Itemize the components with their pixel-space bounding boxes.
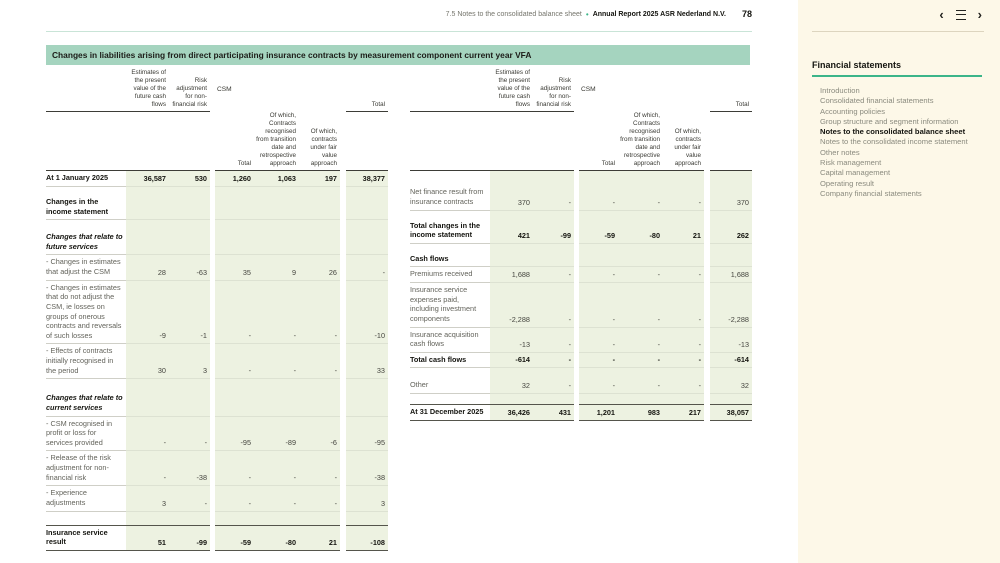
cell-value: 217 <box>663 404 704 421</box>
cell-value: - <box>346 255 388 280</box>
cell-value <box>299 379 340 391</box>
top-header <box>46 9 752 19</box>
cell-value <box>169 220 210 230</box>
cell-value: - <box>533 378 574 394</box>
table-row <box>410 368 752 378</box>
cell-value: - <box>299 344 340 379</box>
cell-value: - <box>663 185 704 210</box>
cell-value <box>533 171 574 185</box>
cell-value <box>299 391 340 416</box>
cell-value <box>490 368 533 378</box>
cell-value <box>346 230 388 255</box>
cell-value: -108 <box>346 525 388 551</box>
cell-value: -99 <box>169 525 210 551</box>
row-label: - Changes in estimates that adjust the CSM <box>46 255 126 280</box>
cell-value: -38 <box>169 451 210 486</box>
cell-value: -2,288 <box>490 283 533 328</box>
cell-value: - <box>663 328 704 353</box>
cell-value <box>710 211 752 219</box>
cell-value: - <box>254 281 299 345</box>
cell-value: - <box>579 283 618 328</box>
cell-value <box>346 220 388 230</box>
cell-value: - <box>579 378 618 394</box>
cell-value <box>126 391 169 416</box>
section-banner <box>46 45 750 65</box>
row-label: Other <box>410 378 490 394</box>
col-header-csm-total: Total <box>215 112 254 171</box>
cell-value <box>663 252 704 268</box>
row-label <box>410 211 490 219</box>
row-label <box>46 379 126 391</box>
cell-value <box>346 391 388 416</box>
cell-value: - <box>254 344 299 379</box>
table-row <box>46 187 388 195</box>
cell-value <box>579 394 618 404</box>
cell-value <box>618 244 663 252</box>
row-label: Total cash flows <box>410 353 490 369</box>
row-label: - Effects of contracts initially recognised in the period <box>46 344 126 379</box>
table-row <box>46 230 388 255</box>
cell-value <box>126 230 169 255</box>
cell-value: - <box>169 486 210 511</box>
row-label <box>410 244 490 252</box>
cell-value <box>254 187 299 195</box>
cell-value <box>710 368 752 378</box>
cell-value <box>663 244 704 252</box>
row-label: Changes that relate to current services <box>46 391 126 416</box>
cell-value: 1,260 <box>215 171 254 187</box>
bullet-dot-icon: • <box>585 9 589 19</box>
cell-value <box>663 394 704 404</box>
cell-value <box>299 512 340 525</box>
cell-value <box>299 230 340 255</box>
cell-value <box>346 379 388 391</box>
cell-value: - <box>663 353 704 369</box>
sidebar-item-other-notes[interactable]: Other notes <box>820 147 860 157</box>
row-label: - Experience adjustments <box>46 486 126 511</box>
row-label: Cash flows <box>410 252 490 268</box>
cell-value: - <box>618 328 663 353</box>
cell-value: 9 <box>254 255 299 280</box>
cell-value: 370 <box>710 185 752 210</box>
cell-value: 370 <box>490 185 533 210</box>
sidebar-divider <box>812 31 984 32</box>
row-label: Changes that relate to future services <box>46 230 126 255</box>
cell-value: 1,688 <box>490 267 533 283</box>
table-row <box>410 404 752 421</box>
cell-value <box>533 368 574 378</box>
cell-value: - <box>533 328 574 353</box>
cell-value: -2,288 <box>710 283 752 328</box>
table-header-tier1 <box>46 68 388 112</box>
col-header-csm-fair-value: Of which, contracts under fair value approach <box>299 112 340 171</box>
table-row <box>46 281 388 345</box>
cell-value <box>169 195 210 220</box>
sidebar-item-accounting-policies[interactable]: Accounting policies <box>820 106 886 116</box>
cell-value <box>579 244 618 252</box>
cell-value: -80 <box>254 525 299 551</box>
cell-value: - <box>215 344 254 379</box>
cell-value <box>579 171 618 185</box>
sidebar-nav-list <box>820 86 992 199</box>
cell-value: -13 <box>490 328 533 353</box>
cell-value <box>126 220 169 230</box>
col-header-total: Total <box>710 68 752 112</box>
cell-value: 36,587 <box>126 171 169 187</box>
sidebar-nav-icons <box>939 8 982 22</box>
right-table <box>410 68 752 421</box>
cell-value <box>710 171 752 185</box>
cell-value: 32 <box>710 378 752 394</box>
table-row <box>46 255 388 280</box>
cell-value <box>618 171 663 185</box>
row-label: Insurance service result <box>46 525 126 551</box>
cell-value: - <box>533 283 574 328</box>
table-row <box>410 394 752 404</box>
cell-value <box>663 211 704 219</box>
table-row <box>46 512 388 525</box>
col-header-risk-adjustment: Risk adjustment for non-financial risk <box>169 68 210 112</box>
cell-value: - <box>618 185 663 210</box>
cell-value <box>254 195 299 220</box>
cell-value: - <box>254 486 299 511</box>
cell-value <box>126 195 169 220</box>
cell-value: 28 <box>126 255 169 280</box>
right-table-body <box>410 171 752 420</box>
cell-value <box>490 211 533 219</box>
sidebar <box>798 0 1000 563</box>
cell-value <box>618 252 663 268</box>
chevron-right-icon[interactable]: › <box>977 7 982 22</box>
col-header-csm-fair-value: Of which, contracts under fair value approach <box>663 112 704 171</box>
cell-value <box>254 230 299 255</box>
sidebar-item-risk-management[interactable]: Risk management <box>820 158 882 168</box>
cell-value <box>346 195 388 220</box>
sidebar-heading: Financial statements <box>812 60 902 70</box>
breadcrumb: 7.5 Notes to the consolidated balance sheet <box>445 10 582 18</box>
table-row <box>410 219 752 244</box>
sidebar-item-notes-to-the-consolidated-balance-sheet[interactable]: Notes to the consolidated balance sheet <box>820 127 966 137</box>
cell-value: - <box>618 378 663 394</box>
cell-value: -80 <box>618 219 663 244</box>
cell-value: - <box>663 283 704 328</box>
table-row <box>410 328 752 353</box>
cell-value: - <box>126 417 169 452</box>
cell-value <box>169 187 210 195</box>
cell-value: 431 <box>533 404 574 421</box>
cell-value: -95 <box>346 417 388 452</box>
cell-value <box>533 252 574 268</box>
col-header-estimates: Estimates of the present value of the future cash flows <box>490 68 533 112</box>
cell-value: -1 <box>169 281 210 345</box>
cell-value: 30 <box>126 344 169 379</box>
cell-value: - <box>215 486 254 511</box>
cell-value: 26 <box>299 255 340 280</box>
cell-value: - <box>169 417 210 452</box>
cell-value <box>299 187 340 195</box>
col-header-estimates: Estimates of the present value of the future cash flows <box>126 68 169 112</box>
sidebar-heading-underline <box>812 75 982 77</box>
row-label: Premiums received <box>410 267 490 283</box>
cell-value <box>533 211 574 219</box>
cell-value <box>663 171 704 185</box>
table-header-tier2 <box>410 112 752 171</box>
row-label: Changes in the income statement <box>46 195 126 220</box>
cell-value <box>126 187 169 195</box>
sidebar-item-company-financial-statements[interactable]: Company financial statements <box>820 188 922 198</box>
cell-value <box>254 220 299 230</box>
cell-value: -614 <box>490 353 533 369</box>
cell-value: 3 <box>126 486 169 511</box>
sidebar-item-introduction[interactable]: Introduction <box>820 86 860 95</box>
cell-value <box>254 379 299 391</box>
cell-value: - <box>618 353 663 369</box>
cell-value <box>490 171 533 185</box>
chevron-left-icon[interactable]: ‹ <box>939 7 944 22</box>
cell-value <box>254 512 299 525</box>
table-row <box>46 220 388 230</box>
cell-value: 3 <box>169 344 210 379</box>
cell-value: - <box>533 267 574 283</box>
cell-value <box>215 220 254 230</box>
cell-value: - <box>254 451 299 486</box>
cell-value: -59 <box>215 525 254 551</box>
cell-value <box>710 252 752 268</box>
row-label <box>410 394 490 404</box>
row-label: Net finance result from insurance contracts <box>410 185 490 210</box>
row-label <box>410 171 490 185</box>
cell-value <box>618 394 663 404</box>
section-banner-title: Changes in liabilities arising from direct participating insurance contracts by measurement component current year VFA <box>52 50 532 60</box>
table-row <box>410 378 752 394</box>
menu-icon[interactable] <box>956 10 966 20</box>
cell-value: - <box>533 185 574 210</box>
cell-value <box>169 512 210 525</box>
cell-value: - <box>579 267 618 283</box>
cell-value: - <box>533 353 574 369</box>
sidebar-item-group-structure-and-segment-information[interactable]: Group structure and segment information <box>820 116 959 126</box>
cell-value: -6 <box>299 417 340 452</box>
cell-value: 1,063 <box>254 171 299 187</box>
table-row <box>46 379 388 391</box>
cell-value <box>618 368 663 378</box>
cell-value: 197 <box>299 171 340 187</box>
cell-value: 1,201 <box>579 404 618 421</box>
sidebar-item-consolidated-financial-statements[interactable]: Consolidated financial statements <box>820 96 934 106</box>
cell-value: -63 <box>169 255 210 280</box>
cell-value: - <box>663 267 704 283</box>
row-label: At 1 January 2025 <box>46 171 126 187</box>
cell-value: - <box>299 486 340 511</box>
report-title: Annual Report 2025 ASR Nederland N.V. <box>592 10 726 18</box>
cell-value: -89 <box>254 417 299 452</box>
cell-value: 530 <box>169 171 210 187</box>
cell-value: 33 <box>346 344 388 379</box>
col-header-csm-group: CSM <box>581 85 596 93</box>
cell-value <box>710 244 752 252</box>
table-row <box>410 211 752 219</box>
cell-value: -38 <box>346 451 388 486</box>
cell-value: 38,377 <box>346 171 388 187</box>
cell-value: 51 <box>126 525 169 551</box>
cell-value: 35 <box>215 255 254 280</box>
cell-value <box>346 512 388 525</box>
cell-value <box>490 394 533 404</box>
table-row <box>46 344 388 379</box>
cell-value <box>663 368 704 378</box>
table-row <box>410 252 752 268</box>
cell-value <box>579 252 618 268</box>
sidebar-item-capital-management[interactable]: Capital management <box>820 168 891 178</box>
cell-value <box>169 391 210 416</box>
left-table <box>46 68 388 551</box>
cell-value <box>169 379 210 391</box>
col-header-csm-total: Total <box>579 112 618 171</box>
cell-value <box>215 230 254 255</box>
cell-value <box>215 379 254 391</box>
cell-value: 262 <box>710 219 752 244</box>
table-row <box>410 185 752 210</box>
cell-value <box>299 195 340 220</box>
row-label: At 31 December 2025 <box>410 404 490 421</box>
cell-value <box>579 211 618 219</box>
cell-value: 421 <box>490 219 533 244</box>
cell-value: - <box>299 281 340 345</box>
table-row <box>410 244 752 252</box>
table-header-tier1 <box>410 68 752 112</box>
cell-value: -614 <box>710 353 752 369</box>
table-row <box>46 486 388 511</box>
page-number: 78 <box>741 9 752 19</box>
row-label <box>46 220 126 230</box>
cell-value: - <box>579 328 618 353</box>
table-row <box>46 171 388 187</box>
cell-value: - <box>299 451 340 486</box>
table-row <box>46 451 388 486</box>
sidebar-item-operating-result[interactable]: Operating result <box>820 178 875 188</box>
row-label <box>46 512 126 525</box>
cell-value: 36,426 <box>490 404 533 421</box>
table-row <box>46 417 388 452</box>
col-header-csm-group: CSM <box>217 85 232 93</box>
table-row <box>410 267 752 283</box>
cell-value: -10 <box>346 281 388 345</box>
cell-value <box>618 211 663 219</box>
table-row <box>46 391 388 416</box>
cell-value <box>215 187 254 195</box>
cell-value: 21 <box>299 525 340 551</box>
cell-value <box>299 220 340 230</box>
cell-value <box>126 512 169 525</box>
left-table-body <box>46 171 388 551</box>
cell-value <box>579 368 618 378</box>
cell-value <box>490 244 533 252</box>
table-header-tier2 <box>46 112 388 171</box>
cell-value: -13 <box>710 328 752 353</box>
table-row <box>46 195 388 220</box>
cell-value: - <box>126 451 169 486</box>
cell-value <box>710 394 752 404</box>
col-header-risk-adjustment: Risk adjustment for non-financial risk <box>533 68 574 112</box>
cell-value: -95 <box>215 417 254 452</box>
cell-value: - <box>215 281 254 345</box>
cell-value: 38,057 <box>710 404 752 421</box>
row-label <box>410 368 490 378</box>
row-label: Insurance service expenses paid, including investment components <box>410 283 490 328</box>
cell-value: - <box>618 283 663 328</box>
cell-value <box>533 394 574 404</box>
table-row <box>410 171 752 185</box>
cell-value: 3 <box>346 486 388 511</box>
cell-value: 21 <box>663 219 704 244</box>
cell-value: - <box>663 378 704 394</box>
cell-value: - <box>215 451 254 486</box>
row-label: Insurance acquisition cash flows <box>410 328 490 353</box>
table-row <box>46 525 388 551</box>
sidebar-item-notes-to-the-consolidated-income-statement[interactable]: Notes to the consolidated income statement <box>820 137 968 147</box>
cell-value: - <box>579 185 618 210</box>
cell-value: -59 <box>579 219 618 244</box>
cell-value: 1,688 <box>710 267 752 283</box>
table-row <box>410 353 752 369</box>
row-label: - Changes in estimates that do not adjust the CSM, ie losses on groups of onerous contracts and reversals of such losses <box>46 281 126 345</box>
cell-value <box>346 187 388 195</box>
cell-value <box>215 195 254 220</box>
header-divider <box>46 31 752 32</box>
cell-value <box>169 230 210 255</box>
row-label: - CSM recognised in profit or loss for services provided <box>46 417 126 452</box>
cell-value: 983 <box>618 404 663 421</box>
col-header-csm-transition: Of which, Contracts recognised from transition date and retrospective approach <box>254 112 299 171</box>
row-label: Total changes in the income statement <box>410 219 490 244</box>
cell-value <box>533 244 574 252</box>
cell-value <box>126 379 169 391</box>
cell-value <box>254 391 299 416</box>
cell-value <box>215 512 254 525</box>
row-label <box>46 187 126 195</box>
col-header-csm-transition: Of which, Contracts recognised from transition date and retrospective approach <box>618 112 663 171</box>
cell-value <box>490 252 533 268</box>
cell-value: 32 <box>490 378 533 394</box>
cell-value <box>215 391 254 416</box>
col-header-total: Total <box>346 68 388 112</box>
cell-value: -9 <box>126 281 169 345</box>
table-row <box>410 283 752 328</box>
row-label: - Release of the risk adjustment for non-financial risk <box>46 451 126 486</box>
cell-value: - <box>618 267 663 283</box>
cell-value: -99 <box>533 219 574 244</box>
cell-value: - <box>579 353 618 369</box>
